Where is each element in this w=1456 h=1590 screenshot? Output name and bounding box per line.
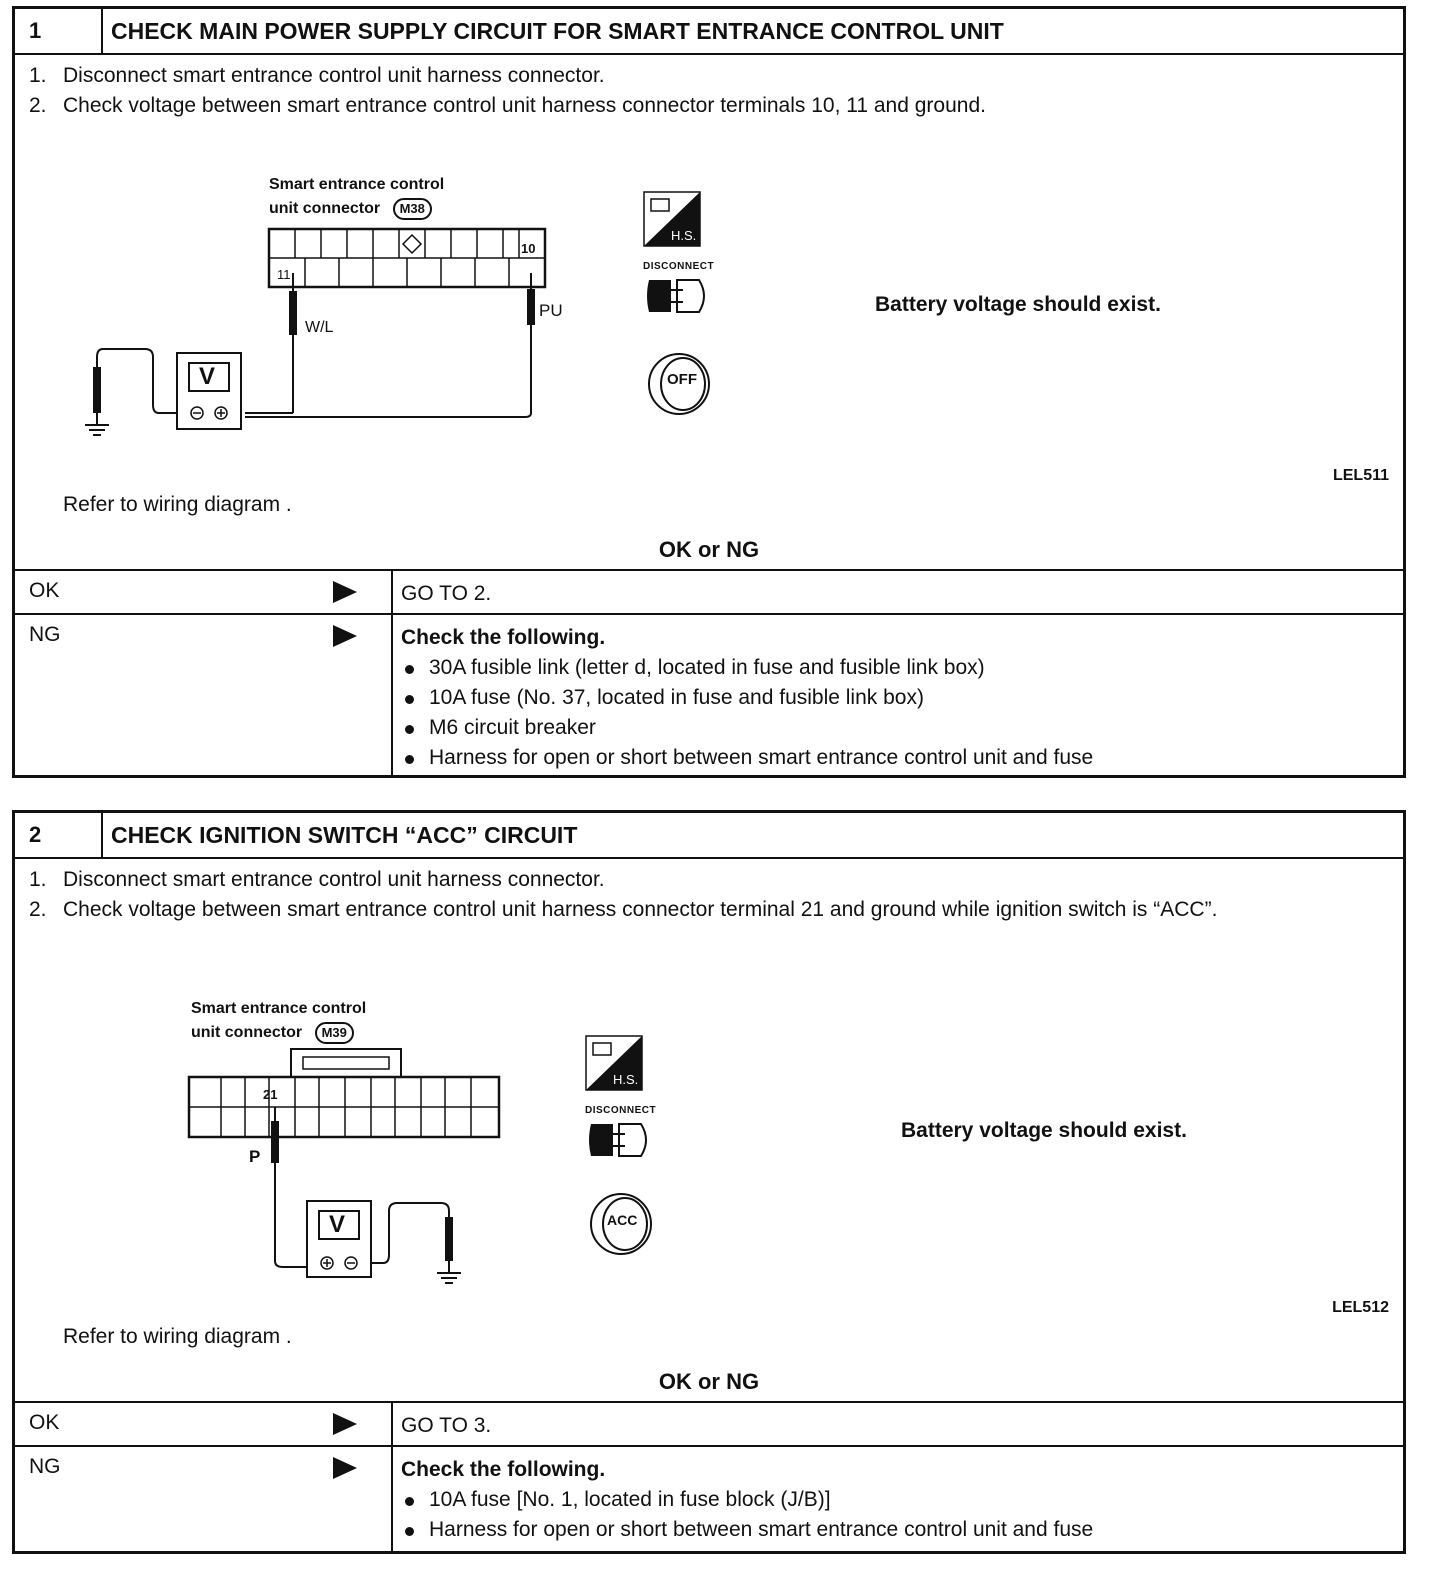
voltmeter-label: V: [199, 363, 216, 390]
instruction-list: [29, 865, 1389, 925]
ng-action: [401, 1455, 1393, 1545]
diagram-caption-line1: Smart entrance control: [191, 1000, 367, 1017]
step-header: [15, 813, 1403, 859]
ground-symbol: [85, 425, 109, 435]
arrow-right-icon: [333, 625, 357, 647]
ok-action: GO TO 3.: [401, 1414, 492, 1437]
step-number: 1: [15, 9, 103, 53]
ok-label: OK: [29, 579, 60, 602]
disconnect-connector-icon: [643, 272, 715, 320]
disconnect-label: DISCONNECT: [643, 261, 715, 272]
ok-action: GO TO 2.: [401, 582, 492, 605]
check-item: 10A fuse [No. 1, located in fuse block (J/B)]: [401, 1485, 1393, 1515]
diagram-caption-line2: unit connector M39: [191, 1021, 366, 1045]
ok-row: [15, 569, 1403, 615]
switch-position-label: OFF: [667, 371, 697, 388]
arrow-right-icon: [333, 581, 357, 603]
connector-id-badge: M38: [393, 198, 432, 220]
arrow-right-icon: [333, 1413, 357, 1435]
wire-color-label: P: [249, 1147, 261, 1166]
diagram-drawing: [187, 997, 547, 1287]
instruction-item: 1. Disconnect smart entrance control unit harness connector.: [29, 64, 605, 87]
probe-a: [271, 1121, 279, 1163]
check-item: Harness for open or short between smart entrance control unit and fuse: [401, 743, 1393, 773]
ng-action-title: Check the following.: [401, 626, 606, 649]
ok-or-ng-heading: OK or NG: [658, 1369, 760, 1394]
expected-result: Battery voltage should exist.: [901, 1119, 1187, 1142]
terminal-label: 21: [263, 1087, 278, 1102]
wire-color-label: W/L: [305, 319, 334, 336]
refer-wiring-diagram: Refer to wiring diagram .: [63, 493, 292, 516]
disconnect-label: DISCONNECT: [585, 1105, 657, 1116]
hs-label: H.S.: [671, 228, 697, 243]
instruction-item: 2. Check voltage between smart entrance control unit harness connector terminal 21 and ground while ignition switch is “ACC”.: [29, 898, 1218, 921]
ng-action: [401, 623, 1393, 773]
connector-id-badge: M39: [315, 1022, 354, 1044]
expected-result: Battery voltage should exist.: [875, 293, 1161, 316]
terminal-label: 10: [521, 241, 536, 256]
connector-diagram: [69, 173, 629, 443]
instruction-list: [29, 61, 1389, 121]
wire-color-label: PU: [539, 301, 563, 320]
check-item: Harness for open or short between smart entrance control unit and fuse: [401, 1515, 1393, 1545]
ok-or-ng-heading: OK or NG: [658, 537, 760, 562]
figure-code: LEL511: [1332, 467, 1389, 484]
ok-row: [15, 1401, 1403, 1447]
procedure-step-2: [12, 810, 1406, 1554]
disconnect-connector-icon: [585, 1116, 657, 1164]
ignition-acc-icon: [585, 1191, 675, 1262]
ok-label: OK: [29, 1411, 60, 1434]
figure-code: LEL512: [1332, 1299, 1389, 1316]
ng-row: [15, 613, 1403, 775]
step-title: CHECK IGNITION SWITCH “ACC” CIRCUIT: [111, 822, 578, 848]
hs-label: H.S.: [613, 1072, 639, 1087]
procedure-step-1: [12, 6, 1406, 778]
arrow-right-icon: [333, 1457, 357, 1479]
ng-action-title: Check the following.: [401, 1458, 606, 1481]
check-item: 30A fusible link (letter d, located in fuse and fusible link box): [401, 653, 1393, 683]
ground-symbol: [437, 1273, 461, 1283]
probe-b: [527, 289, 535, 325]
condition-icons: [585, 1035, 675, 1262]
switch-position-label: ACC: [607, 1212, 638, 1228]
condition-icons: [643, 191, 733, 422]
ignition-off-icon: [643, 351, 733, 422]
step-number: 2: [15, 813, 103, 857]
refer-wiring-diagram: Refer to wiring diagram .: [63, 1325, 292, 1348]
instruction-item: 2. Check voltage between smart entrance control unit harness connector terminals 10, 11 and ground.: [29, 94, 986, 117]
diagram-caption-line2: unit connector M38: [269, 197, 444, 221]
terminal-label: 11: [277, 267, 291, 282]
ng-label: NG: [29, 1455, 61, 1478]
check-item: 10A fuse (No. 37, located in fuse and fusible link box): [401, 683, 1393, 713]
check-item: M6 circuit breaker: [401, 713, 1393, 743]
ng-row: [15, 1445, 1403, 1551]
diagram-caption-line1: Smart entrance control: [269, 176, 445, 193]
step-header: [15, 9, 1403, 55]
connector-diagram: [187, 997, 547, 1287]
ng-label: NG: [29, 623, 61, 646]
probe-a: [289, 291, 297, 335]
voltmeter-label: V: [329, 1211, 346, 1238]
instruction-item: 1. Disconnect smart entrance control unit harness connector.: [29, 868, 605, 891]
step-title: CHECK MAIN POWER SUPPLY CIRCUIT FOR SMART ENTRANCE CONTROL UNIT: [111, 18, 1004, 44]
